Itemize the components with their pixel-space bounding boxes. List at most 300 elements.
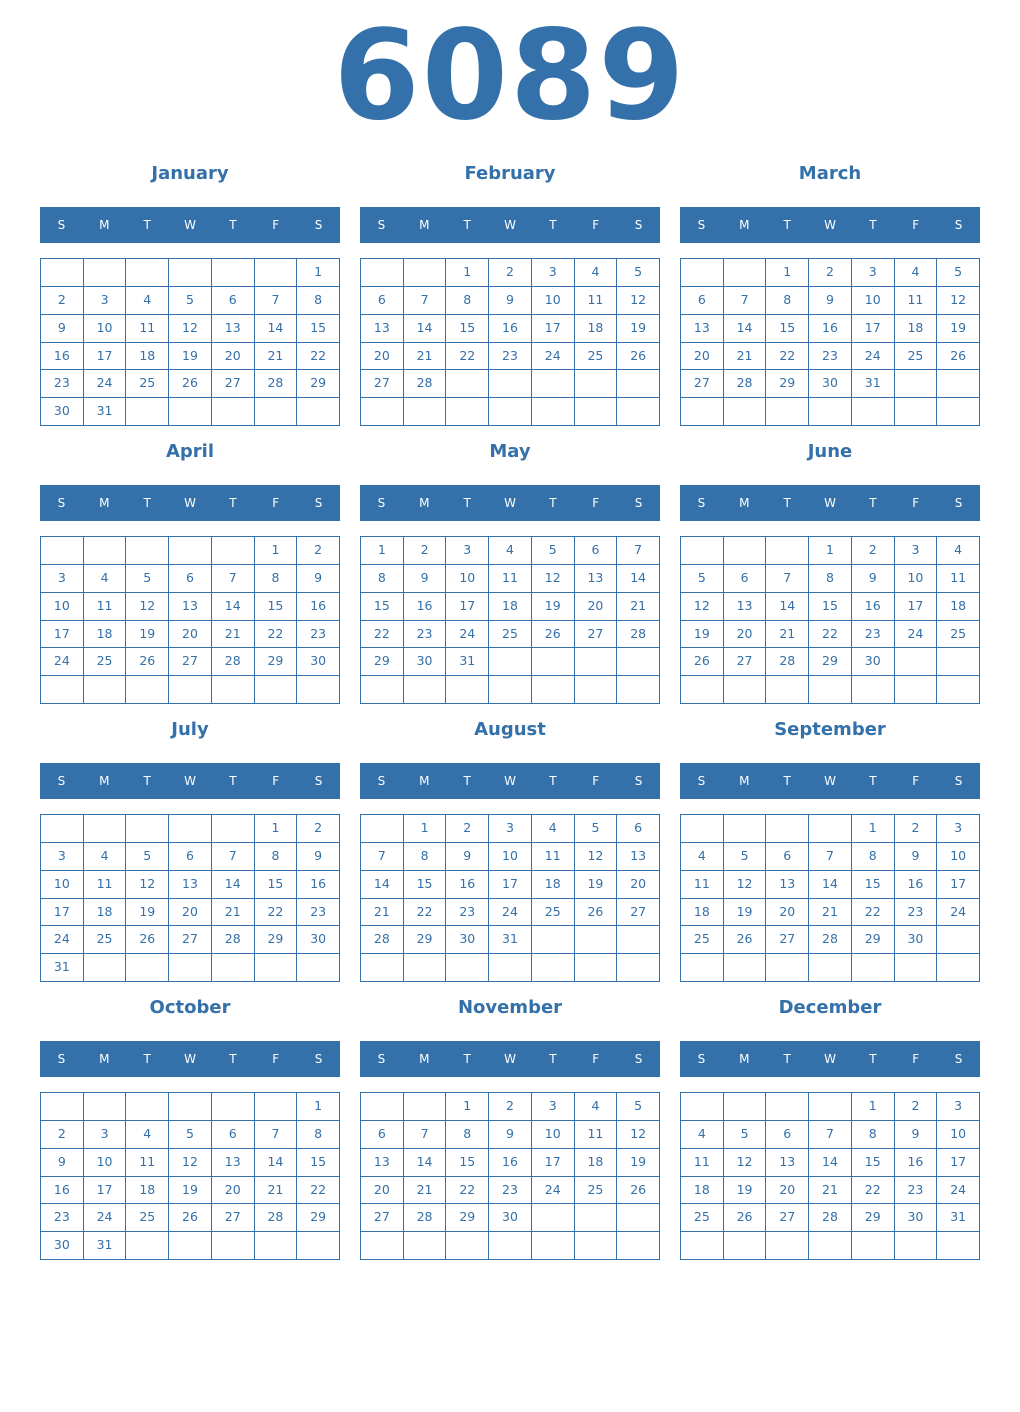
day-cell: 19 — [724, 899, 767, 927]
empty-cell — [297, 1232, 340, 1260]
day-cell: 14 — [212, 871, 255, 899]
day-cell: 3 — [84, 1121, 127, 1149]
day-cell: 30 — [41, 398, 84, 426]
weekday-label: S — [314, 218, 323, 232]
day-cell: 27 — [212, 1204, 255, 1232]
day-cell: 10 — [41, 593, 84, 621]
day-cell: 12 — [617, 287, 660, 315]
empty-cell — [766, 954, 809, 982]
day-cell: 29 — [852, 1204, 895, 1232]
day-cell: 8 — [255, 843, 298, 871]
day-cell: 11 — [126, 315, 169, 343]
empty-cell — [212, 1093, 255, 1121]
day-cell: 3 — [41, 565, 84, 593]
day-cell: 21 — [724, 343, 767, 371]
day-cell: 30 — [489, 1204, 532, 1232]
weekday-label: T — [783, 1052, 791, 1066]
weekday-header — [40, 763, 340, 799]
day-cell: 5 — [617, 259, 660, 287]
day-cell: 21 — [809, 1177, 852, 1205]
weekday-label: F — [592, 774, 600, 788]
day-cell: 2 — [297, 537, 340, 565]
weekday-header — [40, 1041, 340, 1077]
empty-cell — [766, 1232, 809, 1260]
empty-cell — [724, 398, 767, 426]
empty-cell — [532, 1232, 575, 1260]
day-grid — [360, 814, 660, 982]
day-cell: 29 — [766, 370, 809, 398]
day-cell: 25 — [937, 621, 980, 649]
empty-cell — [575, 926, 618, 954]
day-cell: 26 — [937, 343, 980, 371]
day-cell: 26 — [169, 370, 212, 398]
day-cell: 9 — [489, 287, 532, 315]
day-grid — [680, 1092, 980, 1260]
weekday-label: W — [504, 774, 516, 788]
empty-cell — [169, 954, 212, 982]
empty-cell — [212, 537, 255, 565]
weekday-label: W — [824, 774, 836, 788]
day-cell: 19 — [126, 621, 169, 649]
day-cell: 24 — [41, 648, 84, 676]
empty-cell — [212, 954, 255, 982]
weekday-label: T — [783, 496, 791, 510]
weekday-label: T — [869, 774, 877, 788]
weekday-label: T — [869, 496, 877, 510]
day-cell: 6 — [212, 1121, 255, 1149]
day-cell: 9 — [489, 1121, 532, 1149]
empty-cell — [937, 676, 980, 704]
day-cell: 11 — [126, 1149, 169, 1177]
weekday-label: W — [824, 496, 836, 510]
day-cell: 12 — [169, 315, 212, 343]
day-cell: 16 — [41, 1177, 84, 1205]
day-cell: 10 — [489, 843, 532, 871]
day-cell: 2 — [895, 1093, 938, 1121]
day-cell: 3 — [84, 287, 127, 315]
day-cell: 20 — [361, 1177, 404, 1205]
month-october — [40, 994, 340, 1264]
day-cell: 10 — [41, 871, 84, 899]
empty-cell — [126, 537, 169, 565]
empty-cell — [489, 1232, 532, 1260]
day-cell: 4 — [681, 1121, 724, 1149]
day-cell: 2 — [404, 537, 447, 565]
weekday-label: S — [954, 218, 963, 232]
day-cell: 1 — [361, 537, 404, 565]
empty-cell — [84, 1093, 127, 1121]
month-june — [680, 438, 980, 708]
day-cell: 11 — [532, 843, 575, 871]
day-cell: 4 — [532, 815, 575, 843]
day-cell: 5 — [126, 565, 169, 593]
empty-cell — [361, 1093, 404, 1121]
day-cell: 1 — [297, 1093, 340, 1121]
day-cell: 2 — [41, 1121, 84, 1149]
weekday-label: F — [272, 496, 280, 510]
weekday-label: T — [229, 496, 237, 510]
empty-cell — [84, 815, 127, 843]
day-cell: 3 — [532, 259, 575, 287]
day-cell: 14 — [809, 871, 852, 899]
day-cell: 16 — [404, 593, 447, 621]
day-cell: 13 — [169, 593, 212, 621]
empty-cell — [937, 926, 980, 954]
month-march — [680, 160, 980, 430]
day-cell: 2 — [809, 259, 852, 287]
empty-cell — [126, 1093, 169, 1121]
month-name: July — [171, 719, 209, 740]
day-cell: 11 — [84, 593, 127, 621]
weekday-label: M — [99, 496, 110, 510]
day-cell: 21 — [212, 621, 255, 649]
day-cell: 17 — [532, 315, 575, 343]
day-cell: 5 — [937, 259, 980, 287]
day-cell: 19 — [169, 1177, 212, 1205]
empty-cell — [84, 676, 127, 704]
day-cell: 15 — [297, 1149, 340, 1177]
day-cell: 23 — [446, 899, 489, 927]
empty-cell — [212, 676, 255, 704]
empty-cell — [724, 1093, 767, 1121]
day-cell: 19 — [937, 315, 980, 343]
empty-cell — [212, 398, 255, 426]
day-cell: 31 — [852, 370, 895, 398]
weekday-header — [360, 485, 660, 521]
empty-cell — [255, 398, 298, 426]
day-cell: 18 — [575, 315, 618, 343]
day-cell: 2 — [895, 815, 938, 843]
month-name: February — [464, 163, 556, 184]
empty-cell — [532, 954, 575, 982]
day-cell: 30 — [895, 1204, 938, 1232]
day-cell: 20 — [766, 899, 809, 927]
day-cell: 5 — [724, 1121, 767, 1149]
day-cell: 29 — [255, 648, 298, 676]
empty-cell — [681, 537, 724, 565]
empty-cell — [361, 259, 404, 287]
day-cell: 11 — [937, 565, 980, 593]
day-cell: 25 — [126, 1204, 169, 1232]
day-cell: 30 — [809, 370, 852, 398]
empty-cell — [255, 954, 298, 982]
month-february — [360, 160, 660, 430]
day-cell: 8 — [446, 287, 489, 315]
empty-cell — [212, 1232, 255, 1260]
weekday-label: S — [57, 1052, 66, 1066]
empty-cell — [617, 954, 660, 982]
day-cell: 2 — [446, 815, 489, 843]
day-cell: 18 — [681, 899, 724, 927]
day-cell: 20 — [212, 343, 255, 371]
day-cell: 26 — [681, 648, 724, 676]
day-cell: 17 — [489, 871, 532, 899]
day-cell: 6 — [766, 843, 809, 871]
empty-cell — [809, 676, 852, 704]
day-cell: 17 — [41, 621, 84, 649]
empty-cell — [681, 1093, 724, 1121]
day-cell: 7 — [404, 1121, 447, 1149]
day-cell: 4 — [126, 287, 169, 315]
day-cell: 27 — [766, 926, 809, 954]
empty-cell — [809, 954, 852, 982]
day-cell: 31 — [84, 398, 127, 426]
day-cell: 16 — [489, 1149, 532, 1177]
day-cell: 1 — [852, 1093, 895, 1121]
empty-cell — [297, 954, 340, 982]
day-cell: 12 — [126, 871, 169, 899]
empty-cell — [895, 676, 938, 704]
day-cell: 27 — [575, 621, 618, 649]
day-cell: 15 — [446, 1149, 489, 1177]
empty-cell — [361, 398, 404, 426]
weekday-label: S — [57, 774, 66, 788]
empty-cell — [532, 1204, 575, 1232]
day-cell: 13 — [361, 1149, 404, 1177]
day-cell: 5 — [617, 1093, 660, 1121]
day-cell: 15 — [255, 593, 298, 621]
day-cell: 31 — [937, 1204, 980, 1232]
day-cell: 11 — [489, 565, 532, 593]
day-cell: 16 — [41, 343, 84, 371]
day-cell: 27 — [766, 1204, 809, 1232]
day-cell: 29 — [297, 370, 340, 398]
empty-cell — [575, 370, 618, 398]
day-cell: 30 — [895, 926, 938, 954]
day-cell: 7 — [766, 565, 809, 593]
day-cell: 6 — [724, 565, 767, 593]
day-cell: 6 — [169, 843, 212, 871]
weekday-label: S — [697, 218, 706, 232]
weekday-label: T — [143, 496, 151, 510]
day-cell: 24 — [489, 899, 532, 927]
day-cell: 18 — [532, 871, 575, 899]
day-cell: 8 — [446, 1121, 489, 1149]
day-cell: 13 — [575, 565, 618, 593]
empty-cell — [681, 815, 724, 843]
day-cell: 8 — [297, 1121, 340, 1149]
empty-cell — [126, 676, 169, 704]
day-cell: 12 — [126, 593, 169, 621]
day-cell: 11 — [895, 287, 938, 315]
day-cell: 28 — [809, 1204, 852, 1232]
day-grid — [680, 814, 980, 982]
day-cell: 16 — [446, 871, 489, 899]
day-cell: 15 — [255, 871, 298, 899]
day-cell: 21 — [212, 899, 255, 927]
day-cell: 31 — [41, 954, 84, 982]
month-name: October — [149, 997, 231, 1018]
day-cell: 17 — [446, 593, 489, 621]
day-cell: 25 — [895, 343, 938, 371]
day-cell: 12 — [617, 1121, 660, 1149]
weekday-label: F — [272, 774, 280, 788]
weekday-label: T — [869, 218, 877, 232]
day-cell: 28 — [404, 1204, 447, 1232]
empty-cell — [297, 398, 340, 426]
day-cell: 21 — [404, 1177, 447, 1205]
empty-cell — [724, 1232, 767, 1260]
weekday-label: S — [377, 1052, 386, 1066]
month-name: March — [798, 163, 862, 184]
day-cell: 11 — [84, 871, 127, 899]
day-cell: 18 — [575, 1149, 618, 1177]
day-grid — [40, 814, 340, 982]
day-cell: 23 — [809, 343, 852, 371]
weekday-label: S — [634, 774, 643, 788]
day-cell: 4 — [489, 537, 532, 565]
day-cell: 9 — [297, 565, 340, 593]
day-grid — [360, 536, 660, 704]
day-cell: 10 — [84, 1149, 127, 1177]
day-cell: 28 — [617, 621, 660, 649]
day-cell: 19 — [575, 871, 618, 899]
day-cell: 17 — [937, 1149, 980, 1177]
month-name: May — [489, 441, 531, 462]
empty-cell — [532, 648, 575, 676]
day-cell: 24 — [895, 621, 938, 649]
empty-cell — [126, 398, 169, 426]
day-cell: 17 — [852, 315, 895, 343]
empty-cell — [446, 370, 489, 398]
day-cell: 17 — [84, 1177, 127, 1205]
empty-cell — [169, 259, 212, 287]
day-cell: 20 — [766, 1177, 809, 1205]
weekday-label: F — [272, 218, 280, 232]
day-cell: 27 — [724, 648, 767, 676]
day-cell: 12 — [169, 1149, 212, 1177]
weekday-label: S — [954, 496, 963, 510]
month-name: April — [165, 441, 215, 462]
day-cell: 9 — [852, 565, 895, 593]
day-cell: 4 — [681, 843, 724, 871]
year-title: 6089 — [333, 4, 687, 148]
day-cell: 9 — [41, 1149, 84, 1177]
day-cell: 24 — [84, 370, 127, 398]
empty-cell — [895, 648, 938, 676]
day-cell: 30 — [41, 1232, 84, 1260]
day-cell: 16 — [895, 1149, 938, 1177]
empty-cell — [532, 926, 575, 954]
empty-cell — [126, 259, 169, 287]
month-january — [40, 160, 340, 430]
day-cell: 22 — [809, 621, 852, 649]
day-cell: 23 — [404, 621, 447, 649]
empty-cell — [169, 537, 212, 565]
day-cell: 22 — [446, 1177, 489, 1205]
day-cell: 6 — [681, 287, 724, 315]
weekday-label: T — [463, 218, 471, 232]
day-cell: 4 — [84, 843, 127, 871]
day-cell: 29 — [297, 1204, 340, 1232]
empty-cell — [937, 398, 980, 426]
day-cell: 1 — [255, 537, 298, 565]
day-cell: 21 — [255, 1177, 298, 1205]
day-cell: 28 — [212, 926, 255, 954]
weekday-label: S — [634, 1052, 643, 1066]
empty-cell — [41, 815, 84, 843]
empty-cell — [724, 537, 767, 565]
day-cell: 16 — [489, 315, 532, 343]
weekday-label: F — [912, 1052, 920, 1066]
day-cell: 14 — [404, 1149, 447, 1177]
day-cell: 1 — [852, 815, 895, 843]
empty-cell — [446, 398, 489, 426]
day-cell: 26 — [724, 1204, 767, 1232]
day-cell: 14 — [809, 1149, 852, 1177]
weekday-label: S — [377, 218, 386, 232]
day-cell: 7 — [809, 1121, 852, 1149]
day-cell: 22 — [297, 1177, 340, 1205]
day-cell: 14 — [361, 871, 404, 899]
day-cell: 1 — [766, 259, 809, 287]
day-cell: 13 — [212, 1149, 255, 1177]
day-cell: 1 — [404, 815, 447, 843]
day-cell: 14 — [212, 593, 255, 621]
day-cell: 9 — [809, 287, 852, 315]
day-cell: 8 — [852, 843, 895, 871]
weekday-label: M — [99, 1052, 110, 1066]
weekday-label: S — [314, 774, 323, 788]
day-cell: 25 — [84, 648, 127, 676]
day-cell: 31 — [446, 648, 489, 676]
day-cell: 15 — [852, 871, 895, 899]
day-cell: 30 — [446, 926, 489, 954]
day-cell: 16 — [809, 315, 852, 343]
day-cell: 10 — [852, 287, 895, 315]
day-cell: 28 — [361, 926, 404, 954]
empty-cell — [937, 370, 980, 398]
weekday-header — [360, 1041, 660, 1077]
day-cell: 4 — [575, 1093, 618, 1121]
day-cell: 19 — [617, 315, 660, 343]
empty-cell — [361, 954, 404, 982]
empty-cell — [766, 676, 809, 704]
weekday-label: F — [592, 1052, 600, 1066]
weekday-header — [680, 207, 980, 243]
day-cell: 10 — [937, 1121, 980, 1149]
empty-cell — [84, 954, 127, 982]
day-cell: 18 — [84, 899, 127, 927]
day-cell: 20 — [617, 871, 660, 899]
weekday-label: T — [549, 218, 557, 232]
day-cell: 13 — [361, 315, 404, 343]
month-name: September — [774, 719, 886, 740]
empty-cell — [41, 676, 84, 704]
empty-cell — [212, 815, 255, 843]
day-cell: 12 — [681, 593, 724, 621]
empty-cell — [404, 259, 447, 287]
weekday-header — [680, 1041, 980, 1077]
day-cell: 4 — [895, 259, 938, 287]
weekday-label: W — [184, 218, 196, 232]
month-november — [360, 994, 660, 1264]
day-cell: 5 — [532, 537, 575, 565]
day-cell: 18 — [126, 1177, 169, 1205]
weekday-label: T — [783, 774, 791, 788]
empty-cell — [724, 954, 767, 982]
empty-cell — [617, 648, 660, 676]
day-cell: 17 — [41, 899, 84, 927]
day-cell: 2 — [41, 287, 84, 315]
weekday-label: M — [739, 1052, 750, 1066]
day-cell: 28 — [724, 370, 767, 398]
empty-cell — [895, 1232, 938, 1260]
weekday-header — [680, 485, 980, 521]
day-cell: 5 — [169, 287, 212, 315]
empty-cell — [937, 1232, 980, 1260]
empty-cell — [681, 398, 724, 426]
